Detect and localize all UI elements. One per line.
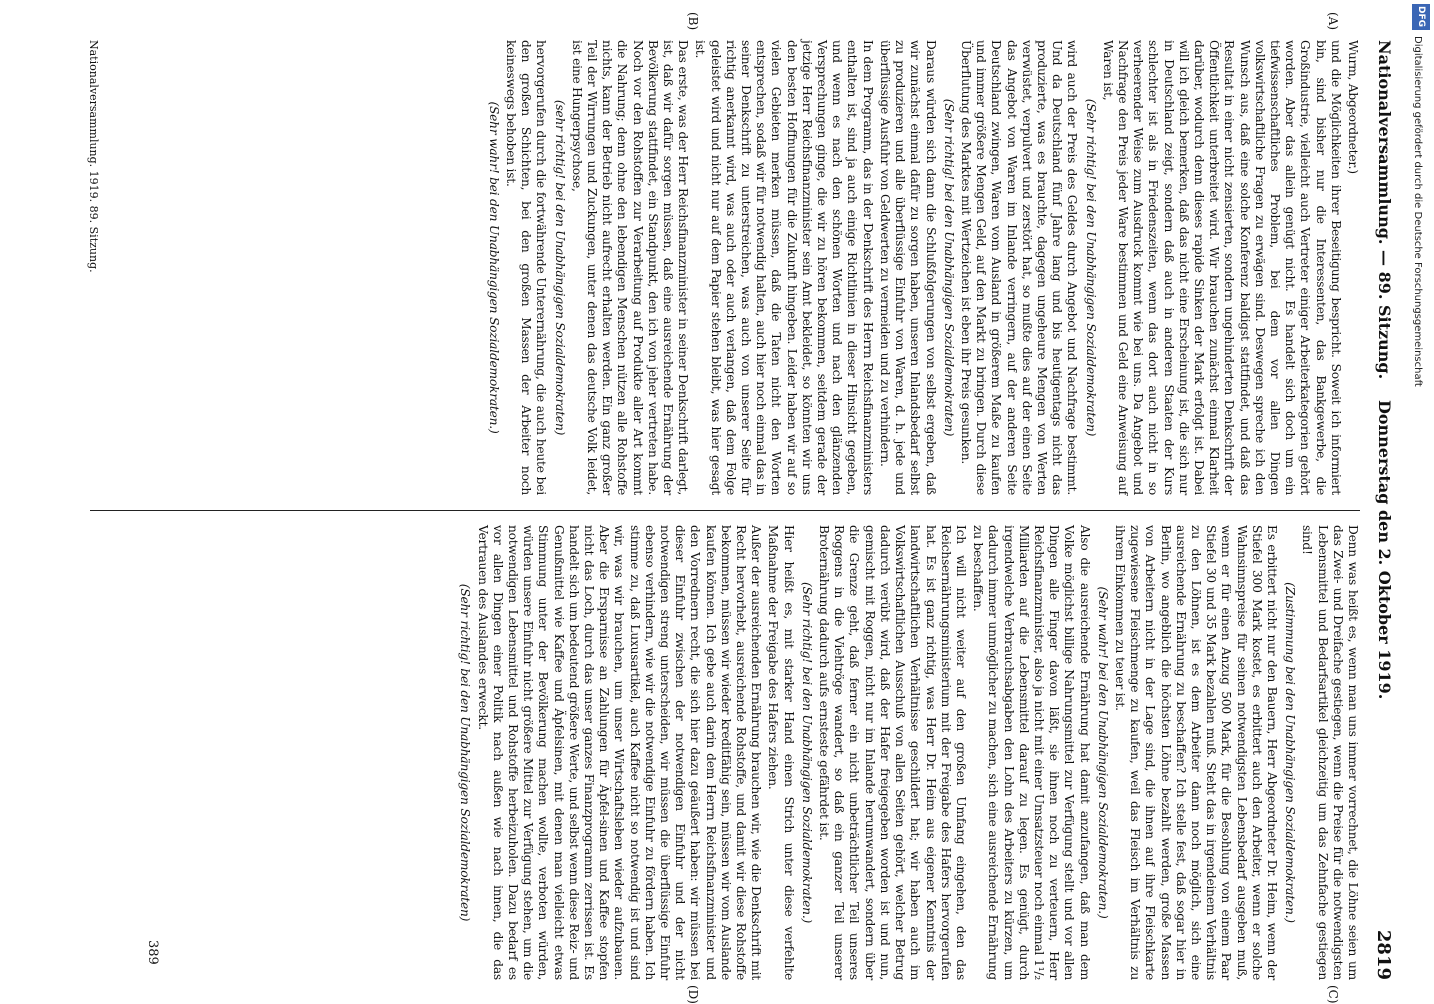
speaker-line: Wurm, Abgeordneter.)	[1346, 40, 1360, 174]
paragraph: wird auch der Preis des Geldes durch Angebot und Nachfrage bestimmt. Und da Deutschland fünf Jahre lang und bis heutigentags nicht das produzierte, was es brauchte, dagegen ungeheure Mengen von Werten verwüstet, verpulvert und zerstört hat, so mußte dies auf der einen Seite das Angebot von Waren im Inlande verringern, auf der anderen Seite Deutschland zwingen, Waren vom Ausland in größerem Maße zu kaufen und immer größere Mengen Geld, auf den Markt zu bringen. Durch diese Überflutung des Marktes mit Wertzeichen ist eben ihr Preis gesunken.	[958, 40, 1080, 495]
paragraph: Es erbittert nicht nur den Bauern, Herr Abgeordneter Dr. Heim, wenn der Stiefel 300 Mark kostet, es erbittert auch den Arbeiter, wenn er solche Wahnsinnspreise für seinen notwendigsten Lebensbedarf ausgeben muß, wenn er für einen Anzug 500 Mark, für die Besohlung von einem Paar Stiefel 30 und 35 Mark bezahlen muß. Steht das in irgendeinem Verhältnis zu den Löhnen, ist es dem Arbeiter dann noch möglich, sich eine ausreichende Ernährung zu beschaffen? Ich stelle fest, daß sogar hier in Berlin, wo angeblich die höchsten Löhne bezahlt werden, große Massen von Arbeitern nicht in der Lage sind, die ihnen auf ihre Fleischkarte zugewiesene Fleischmenge zu kaufen, weil das Fleisch im Verhältnis zu ihrem Einkommen zu teuer ist.	[1112, 525, 1279, 980]
header-date: Donnerstag den 2. Oktober 1919.	[1375, 400, 1394, 700]
right-column	[90, 525, 1360, 980]
rotated-content	[80, 12, 1400, 1004]
left-column	[90, 40, 1360, 495]
paragraph: Denn was heißt es, wenn man uns immer vorrechnet, die Löhne seien um das Zwei- und Dreifache gestiegen, wenn die Preise für die notwendigsten Lebensmittel und Bedarfsartikel gleichzeitig um das Zehnfache gestiegen sind!	[1300, 525, 1360, 980]
paragraph: Daraus würden sich dann die Schlußfolgerungen von selbst ergeben, daß wir zunächst einmal dafür zu sorgen haben, unseren Inlandsbedarf selbst zu produzieren und alle überflüssige Einfuhr von Waren, d. h. jede und überflüssige Ausfuhr von Geldwerten zu vermeiden und zu verhindern.	[877, 40, 938, 495]
interjection: (Sehr richtig! bei den Unabhängigen Sozialdemokraten)	[1083, 98, 1098, 437]
footer-note: Nationalversammlung. 1919. 89. Sitzung.	[87, 40, 100, 273]
margin-marker-d: (D)	[686, 985, 700, 1004]
interjection: (Sehr wahr! bei den Unabhängigen Sozialdemokraten.)	[486, 101, 501, 434]
paragraph: Hier heißt es, mit starker Hand einen Strich unter diese verfehlte Maßnahme der Freigabe des Hafers ziehen.	[766, 525, 796, 980]
paragraph: hervorgerufen durch die fortwährende Unterernährung, die auch heute bei den großen Schichten, bei den großen Massen der Arbeiter noch keineswegs behoben ist.	[504, 40, 549, 495]
paragraph: Außer der ausreichenden Ernährung brauchen wir, wie die Denkschrift mit Recht hervorhebt, ausreichende Rohstoffe, und damit wir diese Rohstoffe bekommen, müssen wir wieder kreditfähig sein, müssen wir vom Auslande kaufen können. Ich gebe auch darin dem Herrn Reichsfinanzminister und den Vorrednern recht, die sich hier dazu geäußert haben: wir müssen bei dieser Einfuhr zwischen der notwendigen Einfuhr und der nicht notwendigen streng unterscheiden, wir müssen die überflüssige Einfuhr ebenso verhindern, wie wir die notwendige Einfuhr zu fördern haben. Ich stimme zu, daß Luxusartikel, auch Kaffee nicht so notwendig ist und sind wir, was wir brauchen, um unser Wirtschaftsleben wieder aufzubauen. Aber die Ersparnisse an Zahlungen für Äpfel-sinen und Kaffee stopfen nicht das Loch, durch das unser ganzes Finanzprogramm zerrissen ist. Es handelt sich um bedeutend größere Werte, und selbst wenn diese Reiz- und Genußmittel wie Kaffee und Äpfelsinen, mit denen man vielleicht etwas Stimmung unter der Bevölkerung machen wollte, verboten würden, würden unsere Einfuhr nicht größere Mittel zur Verfügung stehen, um die notwendigen Lebensmittel und Rohstoffe herbeizuholen. Dazu bedarf es vor allen Dingen einer Politik nach außen wie nach innen, die das Vertrauen des Auslandes erweckt.	[475, 525, 764, 980]
margin-marker-a: (A)	[1326, 12, 1340, 31]
header-page-number: 2819	[1373, 929, 1394, 980]
interjection: (Sehr wahr! bei den Unabhängigen Sozialdemokraten.)	[1095, 586, 1110, 919]
dfg-logo: DFG	[1412, 4, 1430, 30]
margin-marker-b: (B)	[686, 12, 700, 31]
digitization-credit: Digitalisierung gefördert durch die Deutsche Forschungsgemeinschaft	[1412, 36, 1423, 387]
running-header	[1366, 40, 1400, 980]
interjection: (sehr richtig! bei den Unabhängigen Sozialdemokraten)	[552, 99, 567, 436]
paragraph: Das erste, was der Herr Reichsfinanzminister in seiner Denkschrift darlegt, ist, daß wir dafür sorgen müssen, daß eine ausreichende Ernährung der Bevölkerung stattfindet, ein Standpunkt, den ich von jeher vertreten habe. Noch vor den Rohstoffen zur Verarbeitung auf Produkte aller Art kommt die Nahrung; denn ohne den lebendigen Menschen nützen alle Rohstoffe nichts, kann der Betrieb nicht aufrecht erhalten werden. Ein ganz großer Teil der Wirrungen und Zuckungen, unter denen das deutsche Volk leidet, ist eine Hungerpsychose,	[569, 40, 691, 495]
column-divider	[90, 510, 1360, 511]
interjection: (Sehr richtig! bei den Unabhängigen Sozialdemokraten.)	[799, 581, 814, 924]
interjection: (Sehr richtig! bei den Unabhängigen Sozialdemokraten)	[458, 583, 473, 922]
header-left: Nationalversammlung. — 89. Sitzung.	[1375, 40, 1394, 380]
page-number: 389	[145, 940, 160, 965]
margin-marker-c: (C)	[1326, 985, 1340, 1004]
interjection: (Sehr richtig! bei den Unabhängigen Sozialdemokraten)	[941, 98, 956, 437]
digitization-stamp	[1410, 4, 1432, 994]
interjection: (Zustimmung bei den Unabhängigen Sozialdemokraten.)	[1283, 582, 1298, 923]
paragraph: Also die ausreichende Ernährung hat damit anzufangen, daß man dem Volke möglichst billige Nahrungsmittel zur Verfügung stellt und vor allen Dingen alle Finger davon läßt, sie ihnen noch zu verteuern, Herr Reichsfinanzminister, also ja nicht mit einer Umsatzsteuer noch einmal 1¹/₂ Milliarden auf die Lebensmittel darauf zu legen. Es genügt, durch irgendwelche Verbrauchsabgaben den Lohn des Arbeiters zu kürzen, um dadurch immer unmöglicher zu machen, sich eine ausreichende Ernährung zu beschaffen.	[971, 525, 1092, 980]
paragraph: Ich will nicht weiter auf den großen Umfang eingehen, den das Reichsernährungsministerium mit der Freigabe des Hafers hervorgerufen hat. Es ist ganz richtig, was Herr Dr. Heim aus eigener Kenntnis der landwirtschaftlichen Verhältnisse geschildert hat; wir haben auch im Volkswirtschaftlichen Ausschuß von allen Seiten gehört, welcher Betrug dadurch verübt wird, daß der Hafer freigegeben worden ist und nun, gemischt mit Roggen, nicht nur im Inlande herumwandert, sondern über die Grenze geht, daß ferner ein nicht unbeträchtlicher Teil unseres Roggens in die Viehtröge wandert, so daß ein ganzer Teil unserer Broternährung dadurch aufs ernsteste gefährdet ist.	[817, 525, 968, 980]
paragraph: In dem Programm, das in der Denkschrift des Herrn Reichsfinanzministers enthalten ist, sind ja auch einige Richtlinien in dieser Hinsicht gegeben, und wenn es nach den schönen Worten und nach den glänzenden Versprechungen ginge, die wir zu hören bekommen, seitdem gerade der jetzige Herr Reichsfinanzminister sein Amt bekleidet, so könnten wir uns den besten Hoffnungen für die Zukunft hingeben. Leider haben wir auf so vielen Gebieten merken müssen, daß die Taten nicht den Worten entsprechen, sodaß wir für notwendig halten, auch hier noch einmal das in seiner Denkschrift zu unterstreichen, was auch von unserer Seite für richtig anerkannt wird, was auch oder auch verlangen, daß dem Folge geleistet wird und nicht nur auf dem Papier stehen bleibt, was hier gesagt ist.	[693, 40, 875, 495]
paragraph: und die Möglichkeiten ihrer Beseitigung bespricht. Soweit ich informiert bin, sind bisher nur die Interessenten, das Bankgewerbe, die Großindustrie, vielleicht auch Vertreter einiger Arbeiterkategorien gehört worden. Aber das allein genügt nicht. Es handelt sich doch um ein tiefwissenschaftliches Problem, bei dem vor allen Dingen volkswirtschaftliche Fragen zu erwägen sind. Deswegen spreche ich den Wunsch aus, daß eine solche Konferenz baldigst stattfindet, und daß das Resultat in einer nicht zensierten, sondern ungehinderten Denkschrift der Öffentlichkeit unterbreitet wird. Wir brauchen zunächst einmal Klarheit darüber, wodurch denn dieses rapide Sinken der Mark erfolgt ist. Dabei will ich gleich bemerken, daß das nicht eine Erscheinung ist, die sich nur in Deutschland zeigt, sondern daß auch in anderen Staaten der Kurs schlechter ist als in Friedenszeiten, wenn das dort auch nicht in so verheerender Weise zum Ausdruck kommt wie bei uns. Da Angebot und Nachfrage den Preis jeder Ware bestimmen und Geld eine Anweisung auf Waren ist,	[1100, 40, 1343, 495]
